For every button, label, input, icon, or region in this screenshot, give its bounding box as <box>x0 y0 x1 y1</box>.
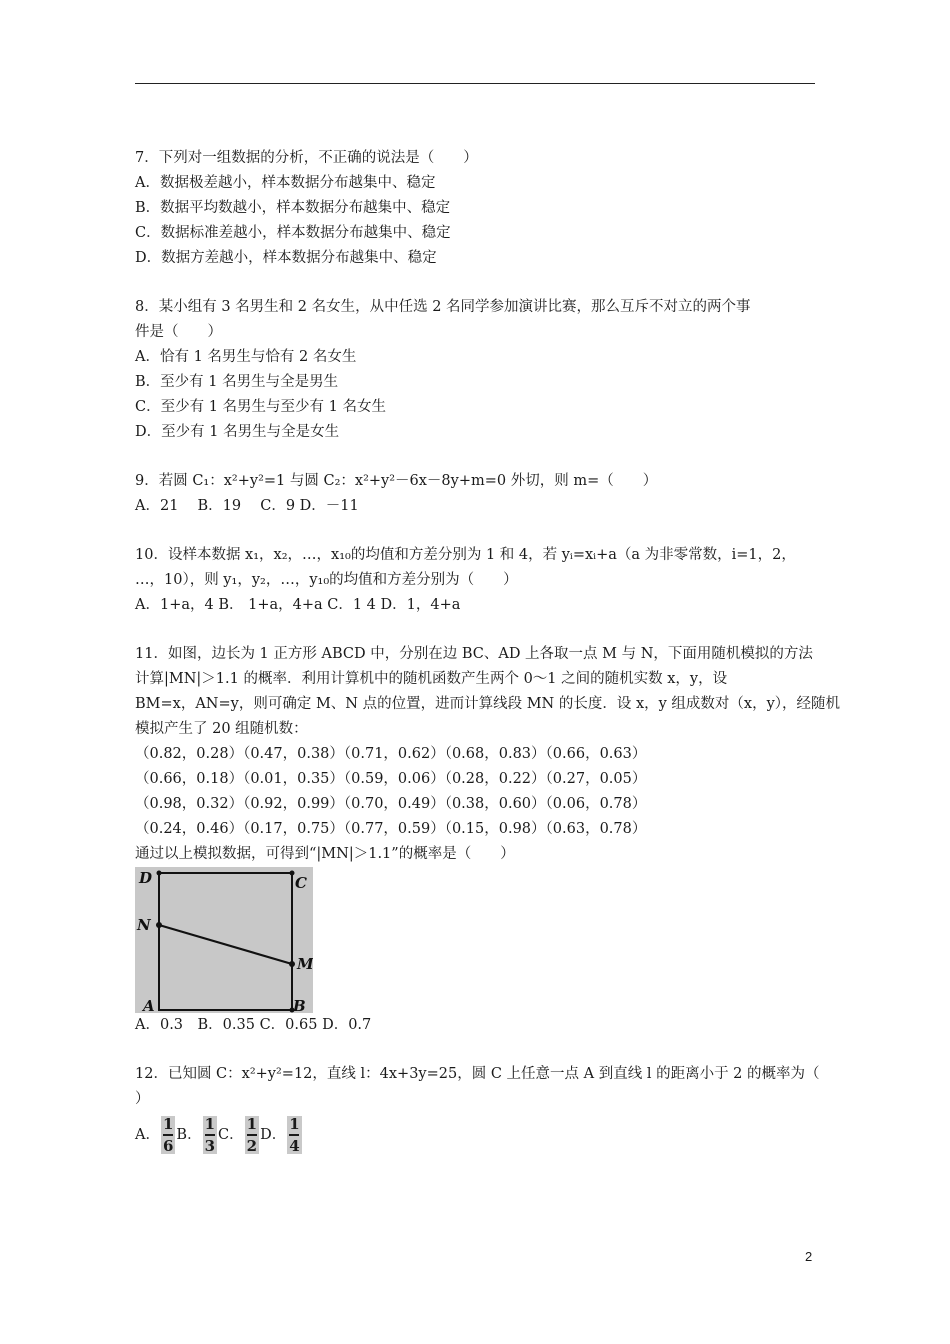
question-12-options <box>135 1112 815 1158</box>
fraction-one-half <box>245 1116 259 1154</box>
question-11-question: 通过以上模拟数据，可得到“|MN|＞1.1”的概率是（ ） <box>135 846 515 862</box>
question-7-option-c: C．数据标准差越小，样本数据分布越集中、稳定 <box>135 225 451 241</box>
fraction-denominator: 3 <box>204 1136 216 1155</box>
figure-background <box>135 867 313 1013</box>
question-8 <box>135 295 815 445</box>
fraction-one-quarter <box>287 1116 301 1154</box>
page-number: 2 <box>805 1249 813 1264</box>
question-10 <box>135 543 815 618</box>
square-abcd-diagram <box>135 867 313 1013</box>
fraction-numerator: 1 <box>204 1115 216 1134</box>
label-c: C <box>295 874 307 892</box>
point-m <box>289 961 295 967</box>
fraction-one-sixth <box>161 1116 175 1154</box>
question-7-option-a: A．数据极差越小，样本数据分布越集中、稳定 <box>135 175 436 191</box>
page-content <box>135 146 841 1182</box>
question-8-stem-line2: 件是（ ） <box>135 324 222 340</box>
question-12-stem-line2: ） <box>135 1091 150 1107</box>
label-d: D <box>139 869 153 887</box>
point-c <box>290 871 295 876</box>
fraction-denominator: 6 <box>162 1136 174 1155</box>
question-9 <box>135 469 815 519</box>
fraction-bar <box>205 1134 215 1136</box>
question-10-stem-line2: …，10），则 y₁，y₂，…，y₁₀的均值和方差分别为（ ） <box>135 572 518 588</box>
fraction-bar <box>289 1134 299 1136</box>
header-rule <box>135 83 815 84</box>
question-7-option-b: B．数据平均数越小，样本数据分布越集中、稳定 <box>135 200 451 216</box>
question-11 <box>135 642 841 1038</box>
option-b-letter: B． <box>176 1126 202 1143</box>
question-11-stem-line3: BM=x，AN=y，则可确定 M、N 点的位置，进而计算线段 MN 的长度．设 x，y 组成数对（x，y），经随机 <box>135 696 841 712</box>
question-8-option-a: A．恰有 1 名男生与恰有 2 名女生 <box>135 349 357 365</box>
option-d-letter: D． <box>260 1126 287 1143</box>
question-11-data-row-1: （0.82，0.28）（0.47，0.38）（0.71，0.62）（0.68，0.83）（0.66，0.63） <box>135 746 647 762</box>
question-8-option-d: D．至少有 1 名男生与全是女生 <box>135 424 340 440</box>
question-8-option-b: B．至少有 1 名男生与全是男生 <box>135 374 339 390</box>
question-12-stem-line1: 12．已知圆 C：x²+y²=12，直线 l：4x+3y=25，圆 C 上任意一点 A 到直线 l 的距离小于 2 的概率为（ <box>135 1066 820 1082</box>
fraction-bar <box>247 1134 257 1136</box>
fraction-bar <box>163 1134 173 1136</box>
label-a: A <box>143 997 155 1013</box>
question-11-stem-line4: 模拟产生了 20 组随机数： <box>135 721 308 737</box>
fraction-denominator: 4 <box>289 1136 300 1155</box>
question-7-stem: 7．下列对一组数据的分析，不正确的说法是（ ） <box>135 150 478 166</box>
fraction-numerator: 1 <box>162 1115 174 1134</box>
question-10-stem-line1: 10．设样本数据 x₁，x₂，…，x₁₀的均值和方差分别为 1 和 4，若 yᵢ=xᵢ+a（a 为非零常数，i=1，2， <box>135 547 796 563</box>
question-11-stem-line2: 计算|MN|＞1.1 的概率．利用计算机中的随机函数产生两个 0～1 之间的随机实数 x，y，设 <box>135 671 728 687</box>
question-7 <box>135 146 815 271</box>
question-8-stem-line1: 8．某小组有 3 名男生和 2 名女生，从中任选 2 名同学参加演讲比赛，那么互斥不对立的两个事 <box>135 299 751 315</box>
fraction-numerator: 1 <box>289 1115 300 1134</box>
question-11-data-row-3: （0.98，0.32）（0.92，0.99）（0.70，0.49）（0.38，0.60）（0.06，0.78） <box>135 796 647 812</box>
question-11-stem-line1: 11．如图，边长为 1 正方形 ABCD 中，分别在边 BC、AD 上各取一点 M 与 N，下面用随机模拟的方法 <box>135 646 813 662</box>
question-11-data-row-2: （0.66，0.18）（0.01，0.35）（0.59，0.06）（0.28，0.22）（0.27，0.05） <box>135 771 647 787</box>
option-a-letter: A． <box>135 1126 160 1143</box>
question-11-options: A．0.3 B．0.35 C．0.65 D．0.7 <box>135 1017 372 1033</box>
point-n <box>156 922 162 928</box>
question-10-options: A．1+a，4 B． 1+a，4+a C．1 4 D．1，4+a <box>135 597 461 613</box>
label-m: M <box>297 955 313 973</box>
question-11-data-row-4: （0.24，0.46）（0.17，0.75）（0.77，0.59）（0.15，0.98）（0.63，0.78） <box>135 821 647 837</box>
fraction-denominator: 2 <box>246 1136 258 1155</box>
label-n: N <box>137 916 151 934</box>
point-d <box>157 871 162 876</box>
option-c-letter: C． <box>218 1126 244 1143</box>
question-7-option-d: D．数据方差越小，样本数据分布越集中、稳定 <box>135 250 437 266</box>
fraction-numerator: 1 <box>246 1115 258 1134</box>
question-9-stem: 9．若圆 C₁：x²+y²=1 与圆 C₂：x²+y²－6x－8y+m=0 外切，则 m=（ ） <box>135 473 658 489</box>
question-8-option-c: C．至少有 1 名男生与至少有 1 名女生 <box>135 399 386 415</box>
question-12 <box>135 1062 820 1158</box>
label-b: B <box>293 997 306 1013</box>
square-abcd-figure <box>135 867 313 1013</box>
fraction-one-third <box>203 1116 217 1154</box>
question-9-options: A．21 B．19 C．9 D．－11 <box>135 498 359 514</box>
